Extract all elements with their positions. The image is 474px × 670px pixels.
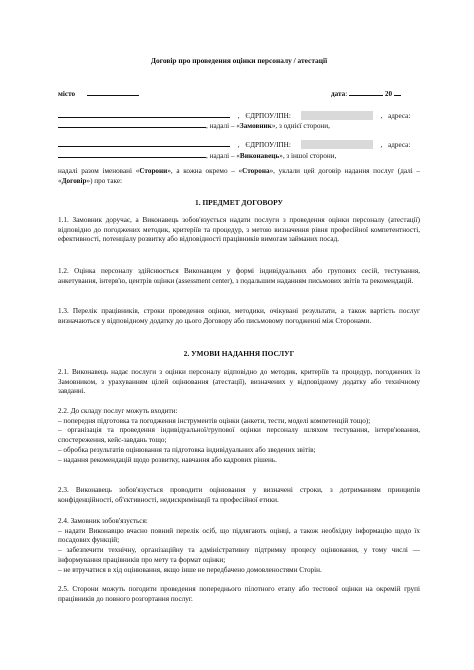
party1-address-label: адреса: (388, 112, 411, 120)
clause-2-4-intro: 2.4. Замовник зобов'язується: (58, 517, 148, 525)
party1-address-field[interactable] (58, 120, 206, 128)
party2-line2 (58, 150, 420, 162)
year-prefix: 20 (384, 90, 393, 98)
list-item: – забезпечити технічну, організаційну та адміністративну підтримку процесу оцінювання, у тому числі — інформування працівників про мету та формат оцінки; (58, 546, 420, 564)
list-item: – надати Виконавцю вчасно повний перелік осіб, що підлягають оцінці, а також необхідну інформацію щодо їх посадових функцій; (58, 526, 420, 545)
list-item: – надання рекомендацій щодо розвитку, навчання або кадрових рішень. (58, 455, 277, 464)
party1-line2 (58, 120, 420, 132)
list-item: – організація та проведення індивідуальної/групової оцінки персоналу шляхом тестування, інтерв'ювання, спостереження, кейс-завдань тощо; (58, 426, 420, 445)
list-item: – обробка результатів оцінювання та підготовка індивідуальних або зведених звітів; (58, 445, 316, 454)
date-field[interactable] (349, 88, 383, 96)
party2-address-label: адреса: (388, 141, 411, 149)
term-side: Сторона (242, 167, 270, 175)
party1-name-field[interactable] (58, 110, 230, 118)
clause-2-1: 2.1. Виконавець надає послуги з оцінки персоналу відповідно до методик, критеріїв та процедур, погоджених із Замовником, з урахуванням цілей оцінювання (атестації), визначених у відповідному додатку або технічному завданні. (58, 368, 420, 396)
clause-2-5: 2.5. Сторони можуть погодити проведення попереднього пілотного етапу або тестової оцінки на окремій групі працівників до повного розгортання послуг. (58, 585, 420, 603)
date-group: дата: 20 (331, 88, 401, 100)
party2-line1: , ЄДРПОУ/ІПН: , адреса: (58, 139, 420, 151)
party1-suffix-post: », з однієї сторони, (271, 122, 330, 130)
clause-1-3: 1.3. Перелік працівників, строки проведення оцінки, методики, очікувані результати, а також вартість послуг визначаються у відповідному додатку до цього Договору або письмовому погодженні між Сторонами. (58, 307, 420, 325)
clause-1-1: 1.1. Замовник доручає, а Виконавець зобов'язується надати послуги з проведення оцінки персоналу (атестації) відповідно до погоджених методик, критеріїв та процедур, з метою визначення рівня професійної компетентності, ефективності, потенціалу розвитку або відповідності працівників вимогам займаних посад. (58, 216, 420, 244)
party1-line1: , ЄДРПОУ/ІПН: , адреса: (58, 110, 420, 122)
party1-suffix-pre: , надалі – « (206, 122, 240, 130)
city-field[interactable] (87, 88, 139, 96)
party2-suffix-pre: , надалі – « (206, 152, 240, 160)
party1-role: Замовник (239, 122, 272, 130)
clause-2-3: 2.3. Виконавець зобов'язується проводити оцінювання у визначені строки, з дотриманням принципів конфіденційності, об'єктивності, недискримінації та професійної етики. (58, 486, 420, 504)
party2-edrpou-label: ЄДРПОУ/ІПН: (245, 141, 291, 149)
city-date-line (58, 88, 420, 100)
party2-name-field[interactable] (58, 139, 230, 147)
document-title: Договір про проведення оцінки персоналу / атестації (150, 56, 328, 65)
party1-edrpou-label: ЄДРПОУ/ІПН: (245, 112, 291, 120)
party2-suffix-post: », з іншої сторони, (279, 152, 337, 160)
year-field[interactable] (394, 88, 401, 96)
party1-edrpou-field[interactable] (301, 111, 373, 120)
term-contract: Договір (61, 176, 87, 185)
list-item: – не втручатися в хід оцінювання, якщо інше не передбачено домовленостями Сторін. (58, 565, 322, 574)
clause-2-2 (58, 407, 420, 465)
party2-edrpou-field[interactable] (301, 140, 373, 149)
city-label: місто (58, 90, 76, 98)
party2-address-field[interactable] (58, 150, 206, 158)
list-item: – попередня підготовка та погодження інструментів оцінки (анкети, тести, моделі компетенцій тощо); (58, 416, 371, 425)
intro-paragraph: надалі разом іменовані «Сторони», а кожна окремо – «Сторона», уклали цей договір надання послуг (далі – «Договір») про таке: (58, 167, 420, 185)
clause-2-2-intro: 2.2. До складу послуг можуть входити: (58, 407, 178, 415)
term-sides: Сторони (139, 167, 168, 175)
party2-role: Виконавець (239, 152, 280, 160)
section1-heading: 1. ПРЕДМЕТ ДОГОВОРУ (195, 198, 283, 207)
date-label: дата (331, 90, 346, 98)
clause-1-2: 1.2. Оцінка персоналу здійснюється Виконавцем у формі індивідуальних або групових сесій, тестування, анкетування, інтерв'ю, центрів оцінки (assessment center), з подальшим наданням письмових звітів та рекомендацій. (58, 267, 420, 285)
clause-2-4 (58, 517, 420, 575)
section2-heading: 2. УМОВИ НАДАННЯ ПОСЛУГ (183, 349, 295, 358)
